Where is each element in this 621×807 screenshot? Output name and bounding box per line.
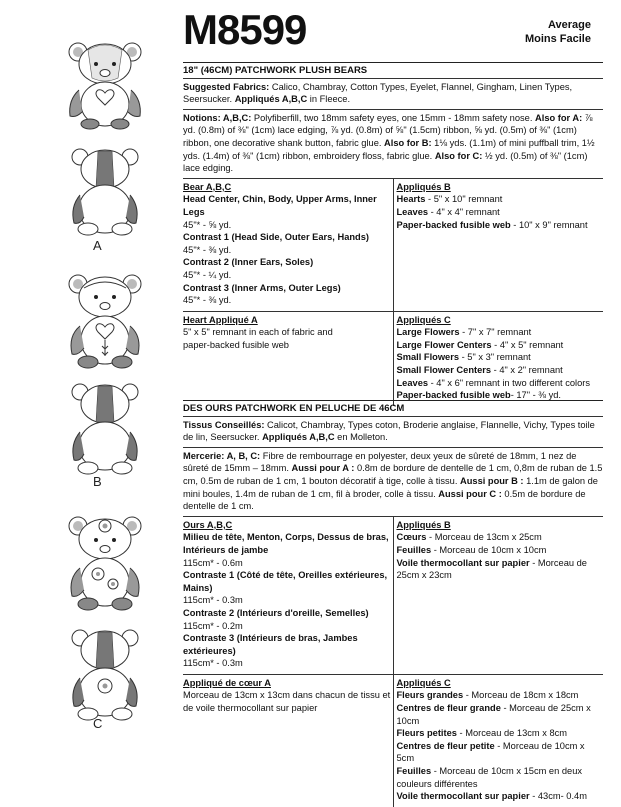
fr-title: DES OURS PATCHWORK EN PELUCHE DE 46CM bbox=[183, 400, 603, 416]
fr-heart-cell: Appliqué de cœur A Morceau de 13cm x 13cm dans chacun de tissu et de voile thermocollant sur papier bbox=[183, 677, 391, 714]
fr-bear-cell: Ours A,B,C Milieu de tête, Menton, Corps, Dessus de bras, Intérieurs de jambe 115cm* - 0.6m Contraste 1 (Côté de tête, Oreilles extérieures, Mains) 115cm* - 0.3m Contraste 2 (Intérieurs d'oreille, Semelles) 115cm* - 0.2m Contraste 3 (Intérieurs de bras, Jambes extérieures) 115cm* - 0.3m bbox=[183, 519, 389, 669]
en-appliques-c-cell: Appliqués C Large Flowers - 7" x 7" remnant Large Flower Centers - 4" x 5" remnant Small Flowers - 5" x 3" remnant Small Flower Centers - 4" x 2" remnant Leaves - 4" x 6" remnant in two different colors Paper-backed fusible web- 17" - ⅜ yd. bbox=[393, 311, 603, 406]
views-sidebar bbox=[0, 0, 180, 778]
view-b-label: B bbox=[93, 474, 102, 489]
view-a-label: A bbox=[93, 238, 102, 253]
english-section bbox=[183, 62, 603, 406]
bear-c-back-illustration bbox=[58, 626, 152, 722]
french-section bbox=[183, 400, 603, 807]
fr-notions: Mercerie: A, B, C: Fibre de rembourrage en polyester, deux yeux de sûreté de 18mm, 1 nez de sûreté de 15mm – 18mm. Aussi pour A : 0.8m de bordure de dentelle de 1 cm, 0,8m de ruban de 1.5 cm, 0.5m de ruban de 1 cm, 1 bouton décoratif à tige, colle à tissu. Aussi pour B : 1.1m de galon de mini boules, 1.4m de ruban de 1 cm, fil à broder, colle à tissu. Aussi pour C : 0.5m de bordure de dentelle de 1 cm. bbox=[183, 447, 603, 516]
view-c-label: C bbox=[93, 716, 103, 731]
en-requirements-table bbox=[183, 178, 603, 406]
fr-appliques-b-cell: Appliqués B Cœurs - Morceau de 13cm x 25cm Feuilles - Morceau de 10cm x 10cm Voile thermocollant sur papier - Morceau de 25cm x 23cm bbox=[393, 516, 603, 674]
difficulty-fr: Moins Facile bbox=[524, 33, 591, 45]
bear-c-front-illustration bbox=[58, 512, 152, 612]
bear-b-front-illustration bbox=[58, 270, 152, 370]
bear-a-back-illustration bbox=[58, 145, 152, 237]
en-fabrics: Suggested Fabrics: Calico, Chambray, Cotton Types, Eyelet, Flannel, Gingham, Linen Types, Seersucker. Appliqués A,B,C in Fleece. bbox=[183, 78, 603, 109]
fr-requirements-table bbox=[183, 516, 603, 807]
pattern-number: M8599 bbox=[183, 6, 307, 53]
en-heart-cell: Heart Appliqué A 5" x 5" remnant in each of fabric and paper-backed fusible web bbox=[183, 314, 333, 350]
fr-appliques-c-cell: Appliqués C Fleurs grandes - Morceau de 18cm x 18cm Centres de fleur grande - Morceau de 25cm x 10cm Fleurs petites - Morceau de 13cm x 8cm Centres de fleur petite - Morceau de 10cm x 5cm Feuilles - Morceau de 10cm x 15cm en deux couleurs différentes Voile thermocollant sur papier - 43cm- 0.4m bbox=[393, 674, 603, 806]
difficulty bbox=[525, 18, 591, 46]
bear-a-front-illustration bbox=[58, 38, 152, 130]
fr-fabrics: Tissus Conseillés: Calicot, Chambray, Types coton, Broderie anglaise, Flannelle, Vichy, Types toile de lin, Seersucker. Appliqués A,B,C en Molleton. bbox=[183, 416, 603, 447]
en-title: 18" (46CM) PATCHWORK PLUSH BEARS bbox=[183, 62, 603, 78]
en-bear-cell: Bear A,B,C Head Center, Chin, Body, Upper Arms, Inner Legs 45"* - ⅝ yd. Contrast 1 (Head Side, Outer Ears, Hands) 45"* - ⅜ yd. Contrast 2 (Inner Ears, Soles) 45"* - ¼ yd. Contrast 3 (Inner Arms, Outer Legs) 45"* - ⅜ yd. bbox=[183, 181, 377, 306]
en-appliques-b-cell: Appliqués B Hearts - 5" x 10" remnant Leaves - 4" x 4" remnant Paper-backed fusible web - 10" x 9" remnant bbox=[393, 178, 603, 311]
bear-b-back-illustration bbox=[58, 380, 152, 476]
en-notions: Notions: A,B,C: Polyfiberfill, two 18mm safety eyes, one 15mm - 18mm safety nose. Also for A: ⅞ yd. (0.8m) of ⅜" (1cm) lace edging, ⅞ yd. (0.8m) of ⅝" (1.5cm) ribbon, ⅝ yd. (0.5m) of ⅜" (1cm) ribbon, one decorative shank button, fabric glue. Also for B: 1⅛ yds. (1.1m) of mini puffball trim, 1½ yds. (1.4m) of ⅜" (1cm) ribbon, embroidery floss, fabric glue. Also for C: ½ yd. (0.5m) of ⅜" (1cm) lace edging. bbox=[183, 109, 603, 178]
difficulty-en: Average bbox=[547, 19, 591, 31]
